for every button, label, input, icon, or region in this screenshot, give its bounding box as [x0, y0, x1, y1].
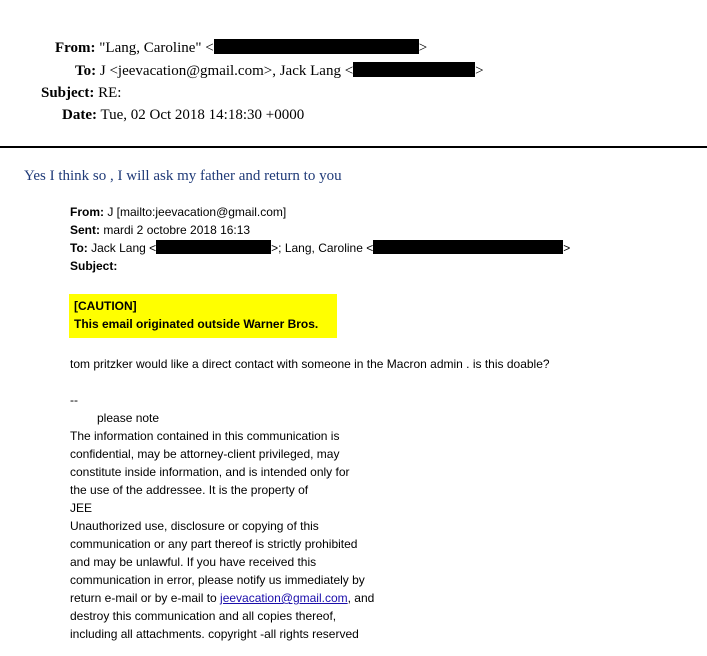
forwarded-from-value: J [mailto:jeevacation@gmail.com] [107, 205, 287, 219]
redaction-bar [373, 240, 563, 254]
signature-line: Unauthorized use, disclosure or copying of this [70, 519, 319, 533]
signature-dashes: -- [70, 393, 78, 407]
email-link[interactable]: jeevacation@gmail.com [220, 591, 348, 605]
signature-line: confidential, may be attorney-client privileged, may [70, 447, 340, 461]
forwarded-sent-value: mardi 2 octobre 2018 16:13 [103, 223, 251, 237]
forwarded-to-label: To: [70, 241, 88, 255]
signature-email-line [70, 589, 374, 607]
header-to-row [75, 62, 484, 80]
redaction-bar [214, 39, 419, 54]
signature-email-pre: return e-mail or by e-mail to [70, 591, 221, 605]
header-divider [0, 146, 707, 148]
redaction-bar [156, 240, 271, 254]
header-from-value: "Lang, Caroline" < [99, 40, 214, 56]
header-date-label: Date: [62, 107, 97, 123]
signature-line: communication in error, please notify us immediately by [70, 573, 365, 587]
forwarded-sent-label: Sent: [70, 223, 100, 237]
forwarded-to-tail: > [563, 241, 571, 255]
caution-banner [69, 294, 337, 338]
header-to-value: J <jeevacation@gmail.com>, Jack Lang < [99, 63, 354, 79]
signature-line: including all attachments. copyright -all rights reserved [70, 627, 359, 641]
header-to-tail: > [475, 63, 484, 79]
reply-text: Yes I think so , I will ask my father and return to you [24, 168, 342, 184]
forwarded-from-row [70, 203, 286, 221]
caution-title: [CAUTION] [74, 299, 137, 313]
caution-text: This email originated outside Warner Bros. [74, 317, 319, 331]
signature-line: destroy this communication and all copies thereof, [70, 609, 337, 623]
header-subject-value: RE: [98, 85, 122, 101]
forwarded-to-row [70, 239, 570, 257]
header-from-label: From: [55, 40, 96, 56]
signature-line: the use of the addressee. It is the property of [70, 483, 309, 497]
signature-line: constitute inside information, and is intended only for [70, 465, 350, 479]
signature-note: please note [97, 411, 160, 425]
forwarded-subject-row [70, 257, 117, 275]
signature-line: and may be unlawful. If you have received this [70, 555, 317, 569]
header-from-row [55, 39, 427, 57]
header-to-label: To: [75, 63, 97, 79]
header-subject-row [41, 84, 121, 102]
forwarded-to-mid: >; Lang, Caroline < [271, 241, 374, 255]
forwarded-from-label: From: [70, 205, 104, 219]
header-date-value: Tue, 02 Oct 2018 14:18:30 +0000 [100, 107, 305, 123]
message-text: tom pritzker would like a direct contact with someone in the Macron admin . is this doable? [70, 357, 550, 371]
signature-email-post: , and [347, 591, 375, 605]
header-subject-label: Subject: [41, 85, 95, 101]
header-date-row [62, 106, 304, 124]
forwarded-subject-label: Subject: [70, 259, 118, 273]
signature-line: JEE [70, 501, 93, 515]
signature-line: communication or any part thereof is strictly prohibited [70, 537, 358, 551]
signature-line: The information contained in this communication is [70, 429, 340, 443]
forwarded-sent-row [70, 221, 250, 239]
header-from-tail: > [418, 40, 428, 56]
forwarded-to-value: Jack Lang < [91, 241, 157, 255]
redaction-bar [353, 62, 475, 77]
